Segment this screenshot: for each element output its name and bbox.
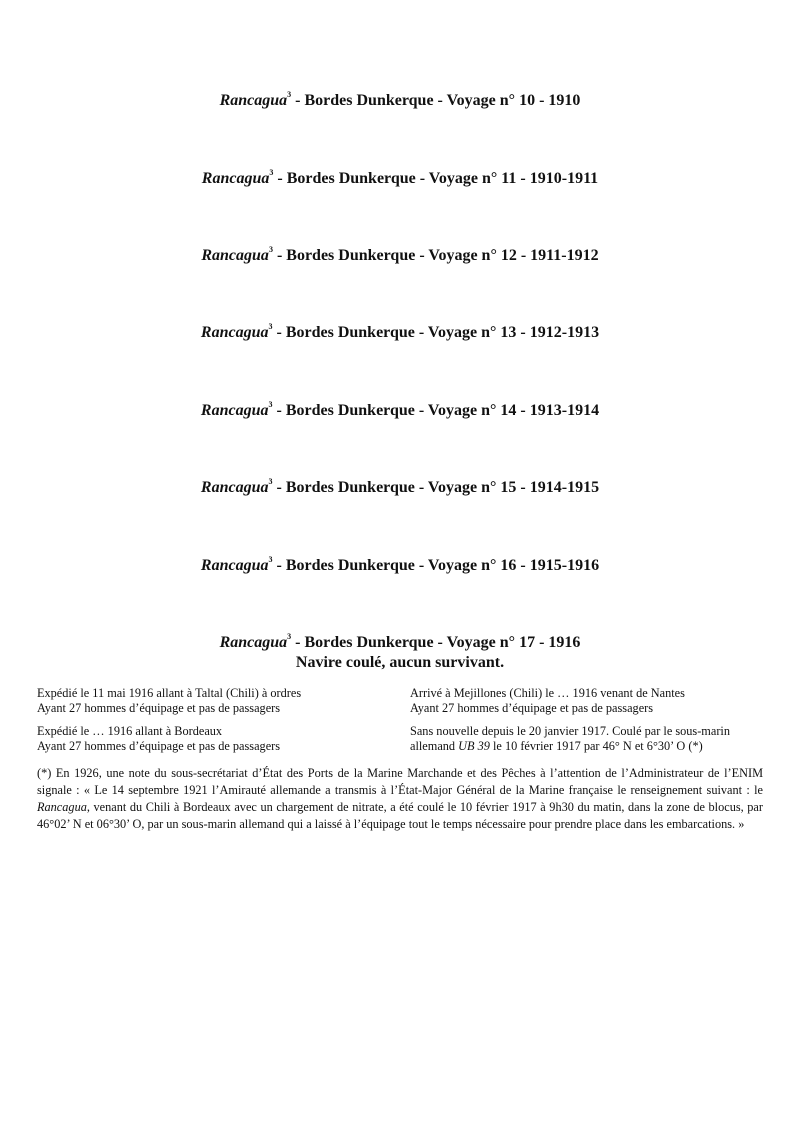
fate-line: Sans nouvelle depuis le 20 janvier 1917. Coulé par le sous-marin: [410, 724, 730, 738]
crew-line: Ayant 27 hommes d’équipage et pas de passagers: [37, 701, 281, 715]
ship-name: Rancagua: [200, 557, 269, 574]
title-text: - Bordes Dunkerque - Voyage n° 15 - 1914-1915: [272, 479, 600, 496]
title-text: - Bordes Dunkerque - Voyage n° 10 - 1910: [291, 92, 581, 109]
ship-name: Rancagua: [200, 402, 269, 419]
ship-name: Rancagua: [219, 634, 288, 651]
footnote-ref: 3: [268, 245, 273, 254]
title-text: - Bordes Dunkerque - Voyage n° 17 - 1916: [291, 634, 581, 651]
fate-line-2: [410, 739, 730, 754]
ship-name: Rancagua: [37, 800, 87, 814]
voyage-title-13: [0, 324, 800, 342]
title-text: - Bordes Dunkerque - Voyage n° 16 - 1915-1916: [272, 557, 600, 574]
voyage-title-17: [0, 634, 800, 652]
arrival-block-2: [410, 724, 730, 754]
title-text: - Bordes Dunkerque - Voyage n° 12 - 1911-1912: [272, 247, 599, 264]
submarine-name: UB 39: [458, 739, 490, 753]
ship-name: Rancagua: [201, 247, 269, 264]
crew-line: Ayant 27 hommes d’équipage et pas de passagers: [410, 701, 654, 715]
text: , venant du Chili à Bordeaux avec un chargement de nitrate, a été coulé le 10 février 1917 à 9h30 du matin, dans la zone de blocus, par 46°02’ N et 06°30’ O, par un sous-marin allemand qui a laissé à l’équipage tout le temps nécessaire pour prendre place dans les embarcations. »: [37, 800, 763, 831]
departure-line: Expédié le … 1916 allant à Bordeaux: [37, 724, 223, 738]
departure-block-1: [37, 686, 301, 716]
voyage-title-14: [0, 402, 800, 420]
title-text: - Bordes Dunkerque - Voyage n° 11 - 1910-1911: [273, 170, 599, 187]
arrival-block-1: [410, 686, 685, 716]
footnote-ref: 3: [268, 400, 273, 409]
crew-line: Ayant 27 hommes d’équipage et pas de passagers: [37, 739, 281, 753]
departure-line: Expédié le 11 mai 1916 allant à Taltal (Chili) à ordres: [37, 686, 302, 700]
voyage-title-11: [0, 170, 800, 188]
departure-block-2: [37, 724, 280, 754]
footnote-ref: 3: [287, 90, 292, 99]
voyage-subtitle: Navire coulé, aucun survivant.: [295, 654, 505, 671]
footnote-ref: 3: [268, 322, 273, 331]
text: le 10 février 1917 par 46° N et 6°30’ O (*): [489, 739, 703, 753]
voyage-title-15: [0, 479, 800, 497]
voyage-title-16: [0, 557, 800, 575]
voyage-title-12: [0, 247, 800, 265]
footnote-ref: 3: [269, 168, 274, 177]
title-text: - Bordes Dunkerque - Voyage n° 14 - 1913-1914: [272, 402, 600, 419]
text: (*) En 1926, une note du sous-secrétariat d’État des Ports de la Marine Marchande et des Pêches à l’attention de l’Administrateur de l’ENIM signale : « Le 14 septembre 1921 l’Amirauté allemande a transmis à l’État-Major Général de la Marine française le renseignement suivant : le: [37, 766, 763, 797]
ship-name: Rancagua: [201, 170, 270, 187]
ship-name: Rancagua: [200, 324, 269, 341]
footnote: [37, 765, 763, 833]
ship-name: Rancagua: [219, 92, 288, 109]
text: allemand: [410, 739, 459, 753]
ship-name: Rancagua: [200, 479, 269, 496]
footnote-ref: 3: [287, 632, 292, 641]
voyage-title-10: [0, 92, 800, 110]
footnote-ref: 3: [268, 477, 273, 486]
arrival-line: Arrivé à Mejillones (Chili) le … 1916 venant de Nantes: [410, 686, 685, 700]
title-text: - Bordes Dunkerque - Voyage n° 13 - 1912-1913: [272, 324, 600, 341]
footnote-ref: 3: [268, 555, 273, 564]
